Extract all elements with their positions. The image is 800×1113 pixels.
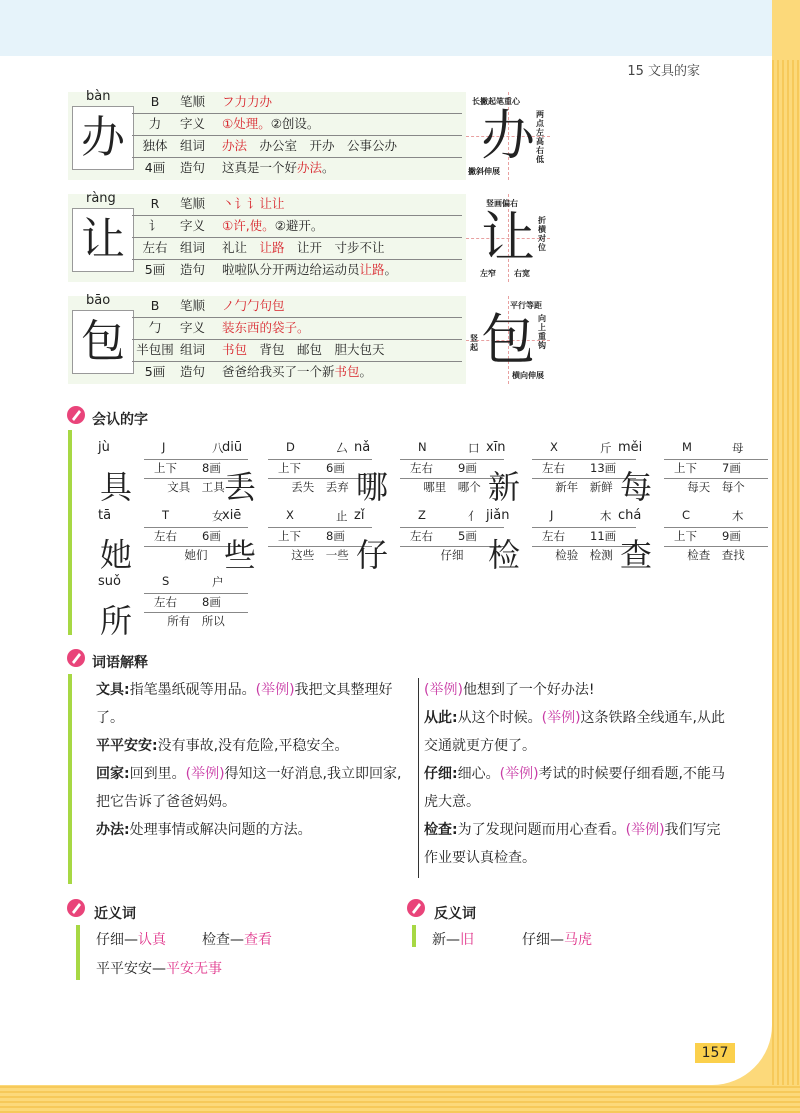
label-meaning: 字义 (180, 116, 206, 131)
char-letter: S (162, 574, 170, 588)
char-strokes: 9画 (722, 529, 741, 543)
glossary-example: 这条铁路全线通车,从此交通就更方便了。 (424, 710, 725, 754)
label-words: 组词 (180, 240, 206, 255)
label-meaning: 字义 (180, 320, 206, 335)
recognize-char-cell (614, 508, 772, 574)
char-structure: 上下 (154, 461, 177, 475)
char-structure: 左右 (542, 461, 565, 475)
synonym-pair (96, 958, 222, 978)
glossary-entry (96, 816, 406, 844)
glossary-example: 得知这一好消息,我立即回家,把它告诉了爸爸妈妈。 (96, 766, 402, 810)
writing-char: 包 (481, 308, 535, 371)
char-structure: 左右 (410, 529, 433, 543)
letter: R (150, 196, 160, 211)
glossary-term: 回家: (96, 766, 130, 782)
sentence-post: 。 (359, 364, 373, 379)
glossary-term: 平平安安: (96, 738, 158, 754)
card-pinyin: bàn (86, 89, 111, 104)
writing-note: 向上重钩 (538, 314, 546, 350)
letter: B (150, 298, 160, 313)
glossary-entry (424, 676, 734, 704)
writing-note: 两点左高右低 (536, 110, 544, 164)
antonym-pair (522, 929, 592, 949)
glossary-def: 细心。 (457, 766, 500, 782)
top-strip (0, 0, 772, 56)
char-strokes: 9画 (458, 461, 477, 475)
char-letter: D (286, 440, 295, 454)
glossary-entry (424, 816, 734, 872)
char-pinyin: tā (98, 508, 112, 523)
char-radical: 口 (468, 441, 480, 455)
card-pinyin: ràng (86, 191, 116, 206)
char-glyph: 些 (223, 536, 256, 574)
char-words: 检查 查找 (687, 548, 745, 562)
meaning-red: 装东西的袋子。 (222, 320, 310, 335)
card-pinyin: bāo (86, 293, 111, 308)
char-words: 文具 工具 (167, 480, 225, 494)
structure: 左右 (142, 240, 168, 255)
card-char: 让 (72, 208, 134, 272)
char-glyph: 每 (619, 468, 652, 506)
label-order: 笔顺 (180, 196, 206, 211)
writing-char: 让 (481, 206, 535, 269)
example-tag: (举例) (255, 682, 295, 698)
char-words: 这些 一些 (291, 548, 349, 562)
label-sentence: 造句 (180, 262, 206, 277)
radical: 勹 (148, 320, 162, 335)
char-structure: 左右 (542, 529, 565, 543)
char-pinyin: xīn (486, 440, 506, 455)
glossary-term: 检查: (424, 822, 458, 838)
char-info (144, 574, 248, 634)
glossary-def: 回到里。 (129, 766, 186, 782)
example-tag: (举例) (499, 766, 539, 782)
structure: 独体 (142, 138, 168, 153)
page-edge (772, 60, 800, 1113)
char-card-ban (68, 89, 550, 180)
char-strokes: 7画 (722, 461, 741, 475)
char-glyph: 丢 (223, 468, 256, 506)
char-glyph: 所 (99, 602, 132, 640)
char-words: 新年 新鲜 (555, 480, 613, 494)
writing-note: 折横对位 (538, 216, 546, 252)
sentence-red: 办法 (297, 160, 323, 175)
strokes: 5画 (144, 262, 166, 277)
char-radical: 女 (212, 509, 224, 523)
pencil-icon (66, 648, 86, 668)
char-strokes: 5画 (458, 529, 477, 543)
char-glyph: 仔 (355, 536, 388, 574)
char-words: 检验 检测 (555, 548, 613, 562)
stroke-order: ノ勹勹句包 (222, 298, 285, 313)
glossary-example: 他想到了一个好办法! (462, 682, 595, 698)
antonym-pair (432, 929, 474, 949)
char-info (664, 508, 768, 568)
char-letter: Z (418, 508, 426, 522)
label-order: 笔顺 (180, 94, 206, 109)
words-rest: 让开 寸步不让 (284, 240, 385, 255)
char-glyph: 新 (487, 468, 520, 506)
section-title-synonyms: 近义词 (94, 906, 136, 922)
char-pinyin: xiē (222, 508, 242, 523)
char-radical: 户 (212, 575, 224, 589)
strokes: 4画 (144, 160, 166, 175)
meaning-red: ①许,使。 (222, 218, 275, 233)
glossary-entry (96, 676, 406, 732)
char-pinyin: suǒ (98, 574, 121, 589)
sentence-pre: 爸爸给我买了一个新 (222, 364, 335, 379)
example-tag: (举例) (625, 822, 665, 838)
char-letter: J (550, 508, 554, 522)
glossary-def: 为了发现问题而用心查看。 (457, 822, 626, 838)
char-glyph: 具 (99, 468, 132, 506)
section-title-recognize: 会认的字 (92, 412, 148, 428)
glossary-entry (424, 760, 734, 816)
char-radical: 八 (212, 441, 224, 455)
stroke-order: フ力力办 (222, 94, 273, 109)
synonym-b: 平安无事 (166, 961, 222, 977)
glossary-entry (96, 760, 406, 816)
char-words: 所有 所以 (167, 614, 225, 628)
section-title-antonyms: 反义词 (434, 906, 476, 922)
glossary-def: 没有事故,没有危险,平稳安全。 (157, 738, 349, 754)
char-pinyin: nǎ (354, 440, 371, 455)
char-pinyin: měi (618, 440, 643, 455)
section-bar (68, 674, 72, 884)
structure: 半包围 (136, 342, 174, 357)
char-strokes: 8画 (326, 529, 345, 543)
glossary-entry (96, 732, 406, 760)
synonym-b: 认真 (138, 932, 166, 948)
page-edge-bottom (0, 1085, 800, 1113)
char-words: 她们 (184, 548, 208, 562)
char-strokes: 8画 (202, 595, 221, 609)
char-strokes: 6画 (202, 529, 221, 543)
synonym-pair (202, 929, 272, 949)
label-meaning: 字义 (180, 218, 206, 233)
words-rest: 背包 邮包 胆大包天 (247, 342, 385, 357)
sentence-red: 让路 (359, 262, 385, 277)
meaning-rest: ②创设。 (270, 116, 320, 131)
meaning-rest: ②避开。 (274, 218, 324, 233)
glossary-def: 指笔墨纸砚等用品。 (129, 682, 256, 698)
char-pinyin: diū (222, 440, 243, 455)
char-words: 每天 每个 (687, 480, 745, 494)
page-number: 157 (695, 1043, 735, 1063)
card-char: 办 (72, 106, 134, 170)
glossary-term: 仔细: (424, 766, 458, 782)
char-structure: 左右 (154, 529, 177, 543)
section-bar (68, 430, 72, 635)
char-glyph: 检 (487, 536, 520, 574)
glossary-entry (424, 704, 734, 760)
char-strokes: 6画 (326, 461, 345, 475)
char-letter: M (682, 440, 692, 454)
char-structure: 上下 (674, 529, 697, 543)
char-words: 仔细 (440, 548, 464, 562)
char-letter: T (162, 508, 170, 522)
antonym-a: 仔细— (522, 932, 564, 948)
char-pinyin: chá (618, 508, 642, 523)
char-structure: 上下 (278, 461, 301, 475)
pencil-icon (66, 898, 86, 918)
example-tag: (举例) (424, 682, 463, 698)
pencil-icon (406, 898, 426, 918)
glossary-example: 考试的时候要仔细看题,不能马虎大意。 (424, 766, 725, 810)
writing-note: 竖画偏右 (486, 199, 518, 208)
radical: 讠 (148, 218, 162, 233)
strokes: 5画 (144, 364, 166, 379)
char-radical: 木 (732, 509, 744, 523)
synonym-a: 仔细— (96, 932, 138, 948)
char-letter: X (550, 440, 558, 454)
writing-note: 竖起 (470, 334, 478, 352)
antonym-b: 马虎 (564, 932, 592, 948)
synonym-b: 查看 (244, 932, 272, 948)
radical: 力 (148, 116, 162, 131)
char-letter: N (418, 440, 427, 454)
char-glyph: 哪 (355, 468, 388, 506)
label-sentence: 造句 (180, 364, 206, 379)
glossary-term: 办法: (96, 822, 130, 838)
column-divider (418, 678, 419, 878)
writing-guide (466, 194, 550, 282)
sentence-red: 书包 (334, 364, 360, 379)
writing-note: 横向伸展 (512, 371, 544, 380)
glossary-def: 从这个时候。 (457, 710, 542, 726)
writing-guide (466, 296, 550, 384)
sentence-pre: 这真是一个好 (222, 160, 298, 175)
section-bar (76, 925, 80, 980)
char-glyph: 查 (619, 536, 652, 574)
char-strokes: 13画 (590, 461, 617, 475)
lesson-header: 15 文具的家 (627, 64, 700, 79)
meaning-red: ①处理。 (222, 116, 271, 131)
words-red: 书包 (222, 342, 248, 357)
char-radical: 止 (336, 509, 348, 523)
section-title-glossary: 词语解释 (92, 655, 148, 671)
writing-note: 左窄 (480, 269, 496, 278)
label-words: 组词 (180, 342, 206, 357)
example-tag: (举例) (185, 766, 225, 782)
char-glyph: 她 (99, 536, 132, 574)
char-letter: X (286, 508, 294, 522)
char-card-rang (68, 191, 550, 282)
char-info (664, 440, 768, 500)
char-pinyin: zǐ (354, 508, 365, 523)
writing-note: 长撇起笔重心 (472, 97, 520, 106)
letter: B (150, 94, 160, 109)
label-sentence: 造句 (180, 160, 206, 175)
glossary-example: 我把文具整理好了。 (96, 682, 393, 726)
recognize-char-cell (614, 440, 772, 506)
recognize-char-cell (94, 574, 254, 640)
stroke-order: 丶讠讠让让 (222, 196, 285, 211)
glossary-def: 处理事情或解决问题的方法。 (129, 822, 312, 838)
words-pre: 礼让 (222, 240, 260, 255)
writing-note: 右宽 (514, 269, 530, 278)
synonym-a: 平平安安— (96, 961, 166, 977)
words-rest: 办公室 开办 公事公办 (259, 138, 398, 153)
char-structure: 左右 (154, 595, 177, 609)
label-words: 组词 (180, 138, 206, 153)
char-radical: 亻 (468, 509, 480, 523)
char-words: 哪里 哪个 (423, 480, 481, 494)
writing-char: 办 (481, 104, 535, 167)
writing-note: 平行等距 (510, 301, 542, 310)
char-radical: 斤 (600, 441, 612, 455)
pencil-icon (66, 405, 86, 425)
section-bar (412, 925, 416, 947)
sentence-post: 。 (384, 262, 398, 277)
label-order: 笔顺 (180, 298, 206, 313)
char-radical: 母 (732, 441, 744, 455)
char-letter: C (682, 508, 691, 522)
glossary-example: 我们写完作业要认真检查。 (424, 822, 721, 866)
char-structure: 上下 (278, 529, 301, 543)
glossary-term: 文具: (96, 682, 130, 698)
sentence-post: 。 (322, 160, 335, 175)
antonym-a: 新— (432, 932, 460, 948)
card-char: 包 (72, 310, 134, 374)
char-strokes: 11画 (590, 529, 617, 543)
char-pinyin: jiǎn (486, 508, 510, 523)
synonym-pair (96, 929, 166, 949)
words-red: 让路 (259, 240, 285, 255)
writing-guide (466, 92, 550, 180)
sentence-pre: 啦啦队分开两边给运动员 (222, 262, 360, 277)
words-red: 办法 (222, 138, 248, 153)
char-letter: J (162, 440, 166, 454)
glossary-left-column (96, 676, 406, 844)
glossary-right-column (424, 676, 734, 872)
char-structure: 上下 (674, 461, 697, 475)
char-pinyin: jù (98, 440, 110, 455)
char-radical: 木 (600, 509, 612, 523)
example-tag: (举例) (541, 710, 581, 726)
char-radical: 厶 (336, 441, 348, 455)
char-structure: 左右 (410, 461, 433, 475)
synonym-a: 检查— (202, 932, 244, 948)
glossary-term: 从此: (424, 710, 458, 726)
char-words: 丢失 丢弃 (291, 480, 349, 494)
antonym-b: 旧 (460, 932, 474, 948)
char-card-bao (68, 293, 550, 384)
writing-note: 撇斜伸展 (468, 167, 500, 176)
char-strokes: 8画 (202, 461, 221, 475)
